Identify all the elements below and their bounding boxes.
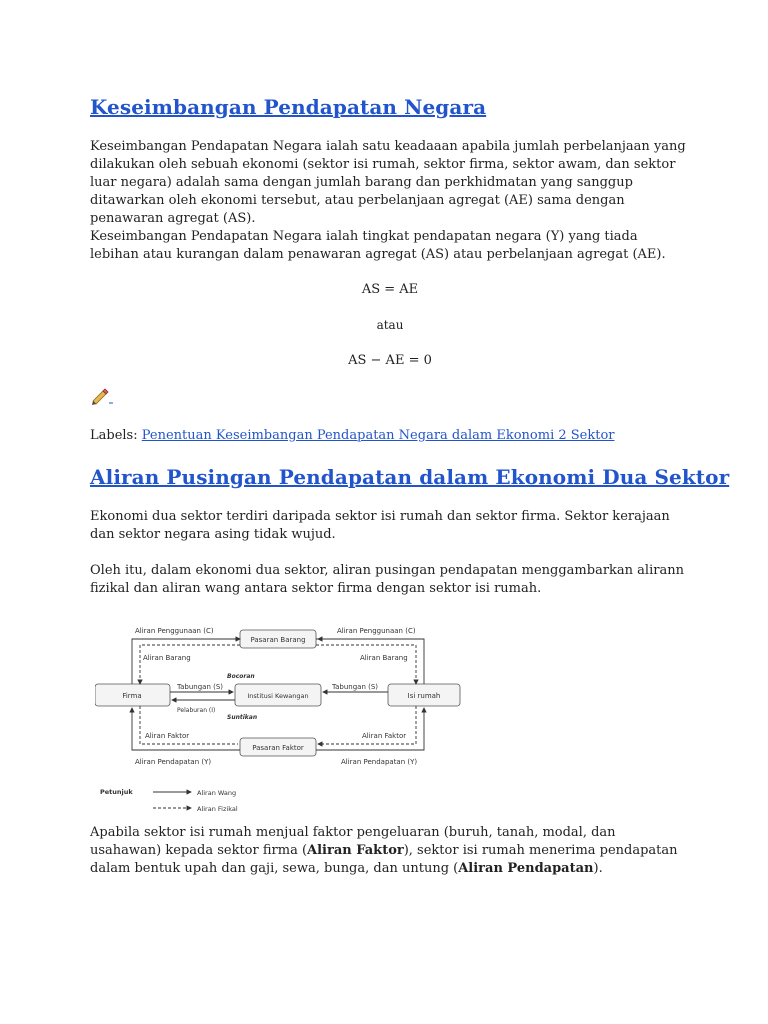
text-p3-c: ), sektor isi rumah menerima pendapatan dalam bentuk upah dan gaji, sewa, bunga, dan untung ( [90,843,678,876]
equation-as-ae: AS = AE [361,282,419,297]
post-title-aliran-pusingan[interactable]: Aliran Pusingan Pendapatan dalam Ekonomi Dua Sektor [90,465,730,489]
paragraph-definition-2: Keseimbangan Pendapatan Negara ialah tingkat pendapatan negara (Y) yang tiada lebihan atau kurangan dalam penawaran agregat (AS) atau perbelanjaan agregat (AE). [90,229,666,262]
label-barang-left: Aliran Barang [143,654,191,662]
bold-aliran-faktor: Aliran Faktor [307,843,404,858]
arrow-barang-left [140,645,240,684]
equation-atau: atau [376,318,404,332]
label-penggunaan-right: Aliran Penggunaan (C) [337,627,416,635]
circular-flow-diagram [95,620,475,820]
label-link[interactable]: Penentuan Keseimbangan Pendapatan Negara dalam Ekonomi 2 Sektor [141,428,615,443]
labels-prefix: Labels: [90,428,138,443]
label-firma: Firma [122,692,142,700]
label-pasaran-barang: Pasaran Barang [250,636,306,644]
bold-aliran-pendapatan: Aliran Pendapatan [458,861,594,876]
label-pendapatan-right: Aliran Pendapatan (Y) [341,758,418,766]
label-faktor-left: Aliran Faktor [145,732,190,740]
paragraph-definition-1: Keseimbangan Pendapatan Negara ialah satu keadaaan apabila jumlah perbelanjaan yang dilakukan oleh sebuah ekonomi (sektor isi rumah, sektor firma, sektor awam, dan sektor luar negara) adalah sama dengan jumlah barang dan perkhidmatan yang sanggup ditawarkan oleh ekonomi tersebut, atau perbelanjaan agregat (AE) sama dengan penawaran agregat (AS). [90,139,686,226]
post-labels [90,428,615,443]
legend-title: Petunjuk [100,788,133,796]
label-pasaran-faktor: Pasaran Faktor [252,744,304,752]
arrow-barang-right [316,645,416,684]
paragraph-oleh-itu: Oleh itu, dalam ekonomi dua sektor, aliran pusingan pendapatan menggambarkan alirann fizikal dan aliran wang antara sektor firma dengan sektor isi rumah. [90,563,684,596]
post-title-keseimbangan[interactable]: Keseimbangan Pendapatan Negara [90,95,487,119]
paragraph-aliran-faktor [90,824,690,878]
label-faktor-right: Aliran Faktor [362,732,407,740]
legend-wang: Aliran Wang [197,789,237,797]
label-penggunaan-left: Aliran Penggunaan (C) [135,627,214,635]
label-pendapatan-left: Aliran Pendapatan (Y) [135,758,212,766]
text-p3-a: Apabila sektor isi rumah menjual faktor pengeluaran (buruh, tanah, modal, dan usahawan) kepada sektor firma ( [90,825,616,858]
pencil-icon [90,386,120,406]
label-pelaburan: Pelaburan (I) [177,707,216,714]
paragraph-dua-sektor: Ekonomi dua sektor terdiri daripada sektor isi rumah dan sektor firma. Sektor kerajaan dan sektor negara asing tidak wujud. [90,509,670,542]
label-isi-rumah: Isi rumah [407,692,441,700]
label-tabungan-left: Tabungan (S) [177,683,224,691]
label-institusi-kewangan: Institusi Kewangan [247,692,309,700]
text-p3-e: ). [593,861,603,876]
legend-fizikal: Aliran Fizikal [197,805,238,813]
label-bocoran: Bocoran [227,673,255,680]
label-barang-right: Aliran Barang [360,654,408,662]
equation-as-minus-ae: AS − AE = 0 [348,353,432,368]
label-suntikan: Suntikan [227,714,258,721]
label-tabungan-right: Tabungan (S) [332,683,379,691]
edit-post-link[interactable] [90,386,120,406]
